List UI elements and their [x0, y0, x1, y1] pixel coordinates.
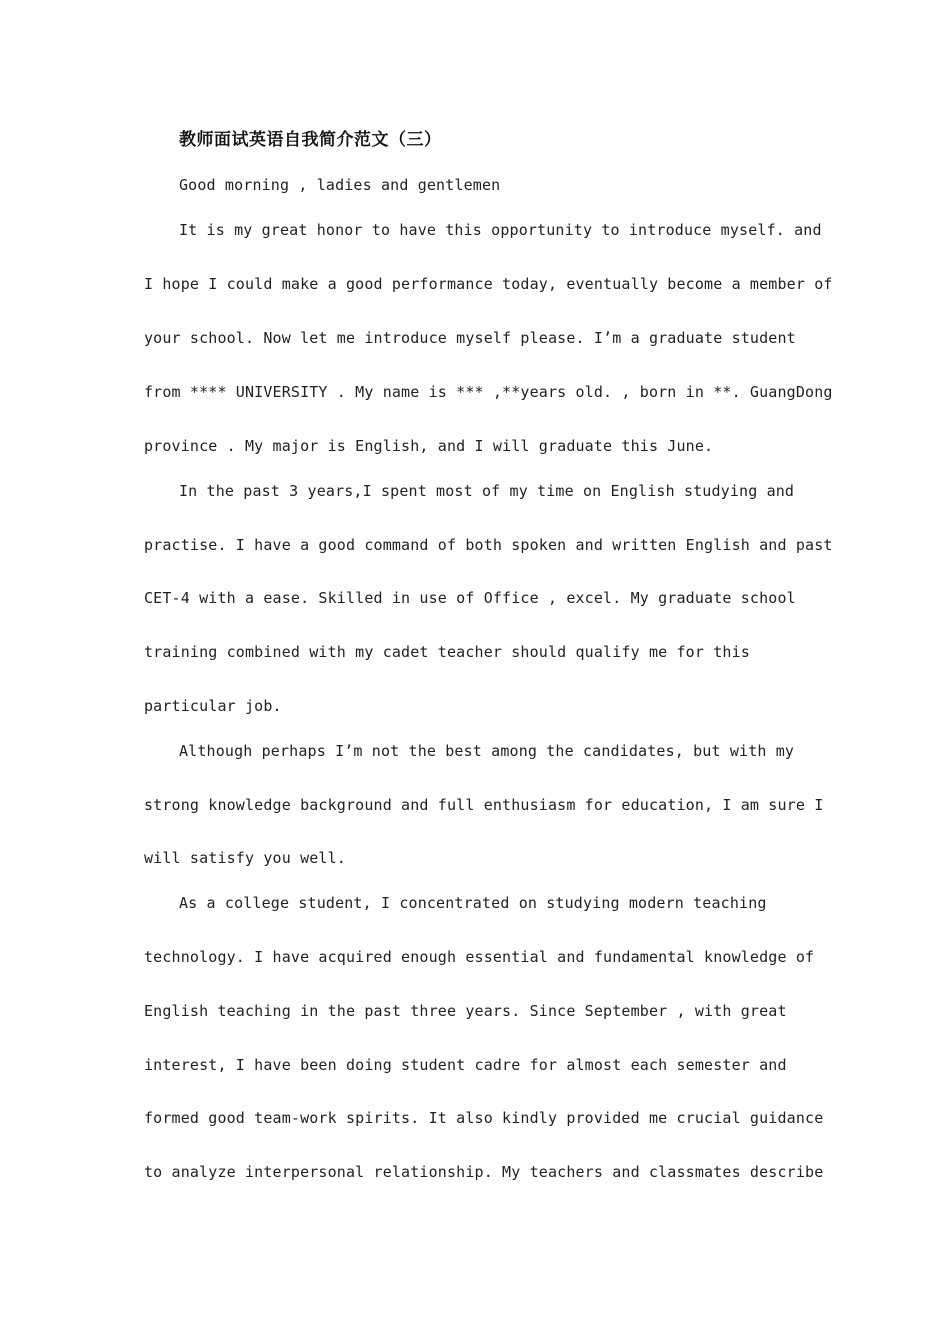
paragraph-1-line-1: It is my great honor to have this opportunity to introduce myself. and — [179, 221, 822, 239]
paragraph-2-line-2: practise. I have a good command of both spoken and written English and past — [144, 536, 833, 554]
paragraph-1-line-2: I hope I could make a good performance today, eventually become a member of — [144, 275, 833, 293]
document-title: 教师面试英语自我简介范文（三） — [179, 130, 442, 150]
paragraph-1-line-4: from **** UNIVERSITY . My name is *** ,**years old. , born in **. GuangDong — [144, 383, 833, 401]
paragraph-4-line-5: formed good team-work spirits. It also kindly provided me crucial guidance — [144, 1109, 824, 1127]
paragraph-4-line-4: interest, I have been doing student cadre for almost each semester and — [144, 1056, 787, 1074]
paragraph-2-line-3: CET-4 with a ease. Skilled in use of Office , excel. My graduate school — [144, 589, 796, 607]
paragraph-4-line-2: technology. I have acquired enough essential and fundamental knowledge of — [144, 948, 815, 966]
paragraph-3-line-1: Although perhaps I’m not the best among the candidates, but with my — [179, 742, 795, 760]
paragraph-3-line-2: strong knowledge background and full enthusiasm for education, I am sure I — [144, 796, 824, 814]
paragraph-4-line-3: English teaching in the past three years. Since September , with great — [144, 1002, 787, 1020]
paragraph-2-line-5: particular job. — [144, 697, 282, 715]
paragraph-3-line-3: will satisfy you well. — [144, 849, 346, 867]
paragraph-4-line-1: As a college student, I concentrated on studying modern teaching — [179, 894, 767, 912]
paragraph-2-line-1: In the past 3 years,I spent most of my time on English studying and — [179, 482, 795, 500]
paragraph-4-line-6: to analyze interpersonal relationship. My teachers and classmates describe — [144, 1163, 824, 1181]
paragraph-2-line-4: training combined with my cadet teacher should qualify me for this — [144, 643, 750, 661]
greeting-line: Good morning , ladies and gentlemen — [179, 176, 501, 194]
paragraph-1-line-5: province . My major is English, and I will graduate this June. — [144, 437, 714, 455]
paragraph-1-line-3: your school. Now let me introduce myself please. I’m a graduate student — [144, 329, 796, 347]
